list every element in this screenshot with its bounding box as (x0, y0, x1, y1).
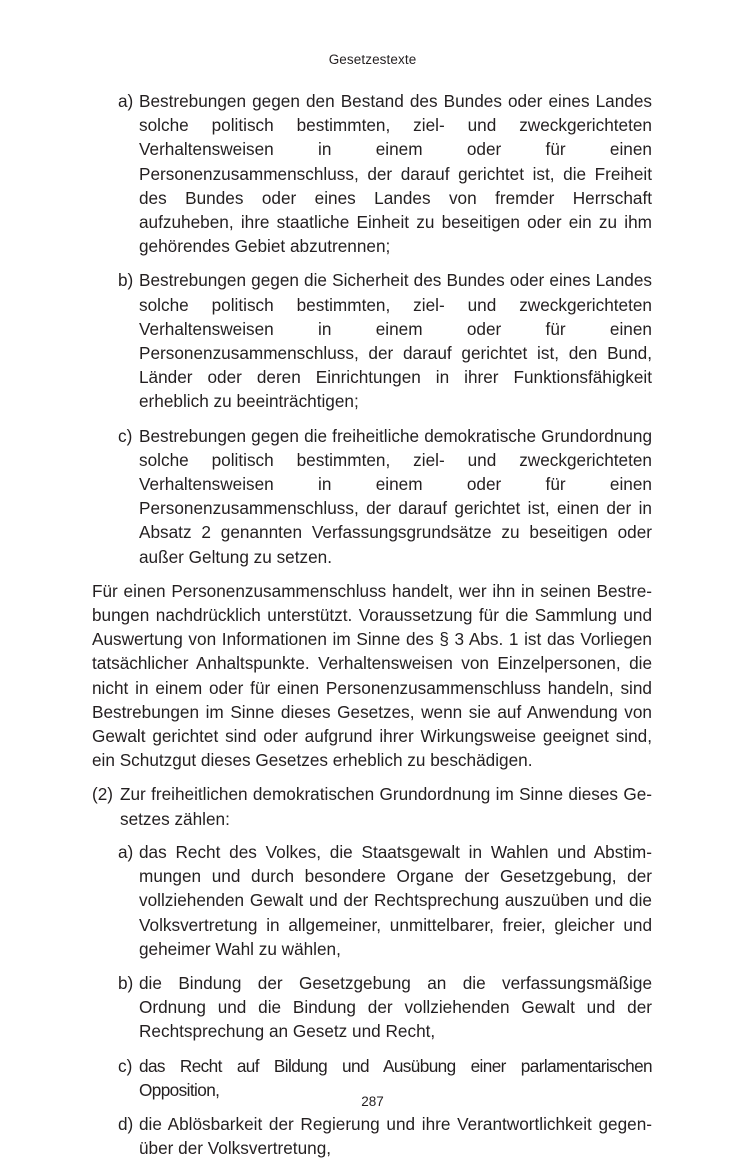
list-item-text: das Recht auf Bildung und Ausübung einer parlamentarischen Opposition, (139, 1055, 652, 1100)
running-header: Gesetzestexte (328, 52, 417, 67)
list-item-text: die Bindung der Gesetzgebung an die verfassungsmäßige Ordnung und die Bindung der vollziehenden Gewalt und der Rechtsprechung an Gesetz und Recht, (139, 972, 652, 1042)
list-marker: a) (118, 91, 134, 111)
list-marker: c) (118, 425, 133, 446)
list-item-text: Bestrebungen gegen die freiheitliche demokratische Grundordnung solche politisch bestimmten, ziel- und zweckgerichteten Verhaltensweisen in einem oder für einen Personenzusammenschluss, der darauf gerichtet ist, einen der in Absatz 2 genannten Verfassungsgrundsätze zu beseitigen oder außer Geltung zu setzen. (139, 425, 652, 567)
list-marker: b) (118, 270, 134, 291)
section-text: Zur freiheitlichen demokratischen Grundordnung im Sinne dieses Gesetzes zählen: (120, 784, 652, 829)
list-item (92, 424, 652, 569)
section-number: (2) (92, 784, 114, 805)
list-item (92, 971, 652, 1044)
body-paragraph: Für einen Personenzusammenschluss handelt, wer ihn in seinen Bestrebungen nachdrücklich unterstützt. Voraussetzung für die Sammlung und Auswertung von Informationen im Sinne des § 3 Abs. 1 ist das Vorliegen tatsächlicher Anhaltspunkte. Verhaltensweisen von Einzelpersonen, die nicht in einem oder für einen Personenzusammenschluss handeln, sind Bestrebungen im Sinne dieses Gesetzes, wenn sie auf Anwendung von Gewalt gerichtet sind oder aufgrund ihrer Wirkungsweise geeignet sind, ein Schutzgut dieses Gesetzes erheblich zu beschädigen. (92, 580, 652, 771)
list-item-text: die Ablösbarkeit der Regierung und ihre Verantwortlichkeit gegenüber der Volksvertretung, (139, 1113, 652, 1159)
list-item (92, 840, 652, 961)
page-body (92, 89, 652, 1170)
list-item (92, 89, 652, 258)
list-item-text: Bestrebungen gegen die Sicherheit des Bundes oder eines Landes solche politisch bestimmten, ziel- und zweckgerichteten Verhaltensweisen in einem oder für einen Personenzusammenschluss, der darauf gerichtet ist, den Bund, Länder oder deren Einrichtungen in ihrer Funktionsfähigkeit erheblich zu beeinträchtigen; (139, 270, 652, 412)
list-marker: a) (118, 841, 134, 862)
list-marker: d) (118, 1113, 134, 1134)
page-number: 287 (361, 1094, 384, 1109)
list-marker: c) (118, 1055, 133, 1076)
numbered-section (92, 782, 652, 830)
list-item-text: das Recht des Volkes, die Staatsgewalt in Wahlen und Abstimmungen und durch besondere Organe der Gesetzgebung, der vollziehenden Gewalt und der Rechtsprechung auszuüben und die Volksvertretung in allgemeiner, unmittelbarer, freier, gleicher und geheimer Wahl zu wählen, (139, 841, 652, 959)
list-item-text: Bestrebungen gegen den Bestand des Bundes oder eines Landes solche politisch bestimmten, ziel- und zweckgerichteten Verhaltensweisen in einem oder für einen Personenzusammenschluss, der darauf gerichtet ist, die Freiheit des Bundes oder eines Landes von fremder Herrschaft aufzuheben, ihre staatliche Einheit zu beseitigen oder ein zu ihm gehörendes Gebiet abzutrennen; (139, 91, 652, 257)
list-item (92, 268, 652, 413)
list-marker: b) (118, 972, 134, 993)
list-item (92, 1112, 652, 1160)
